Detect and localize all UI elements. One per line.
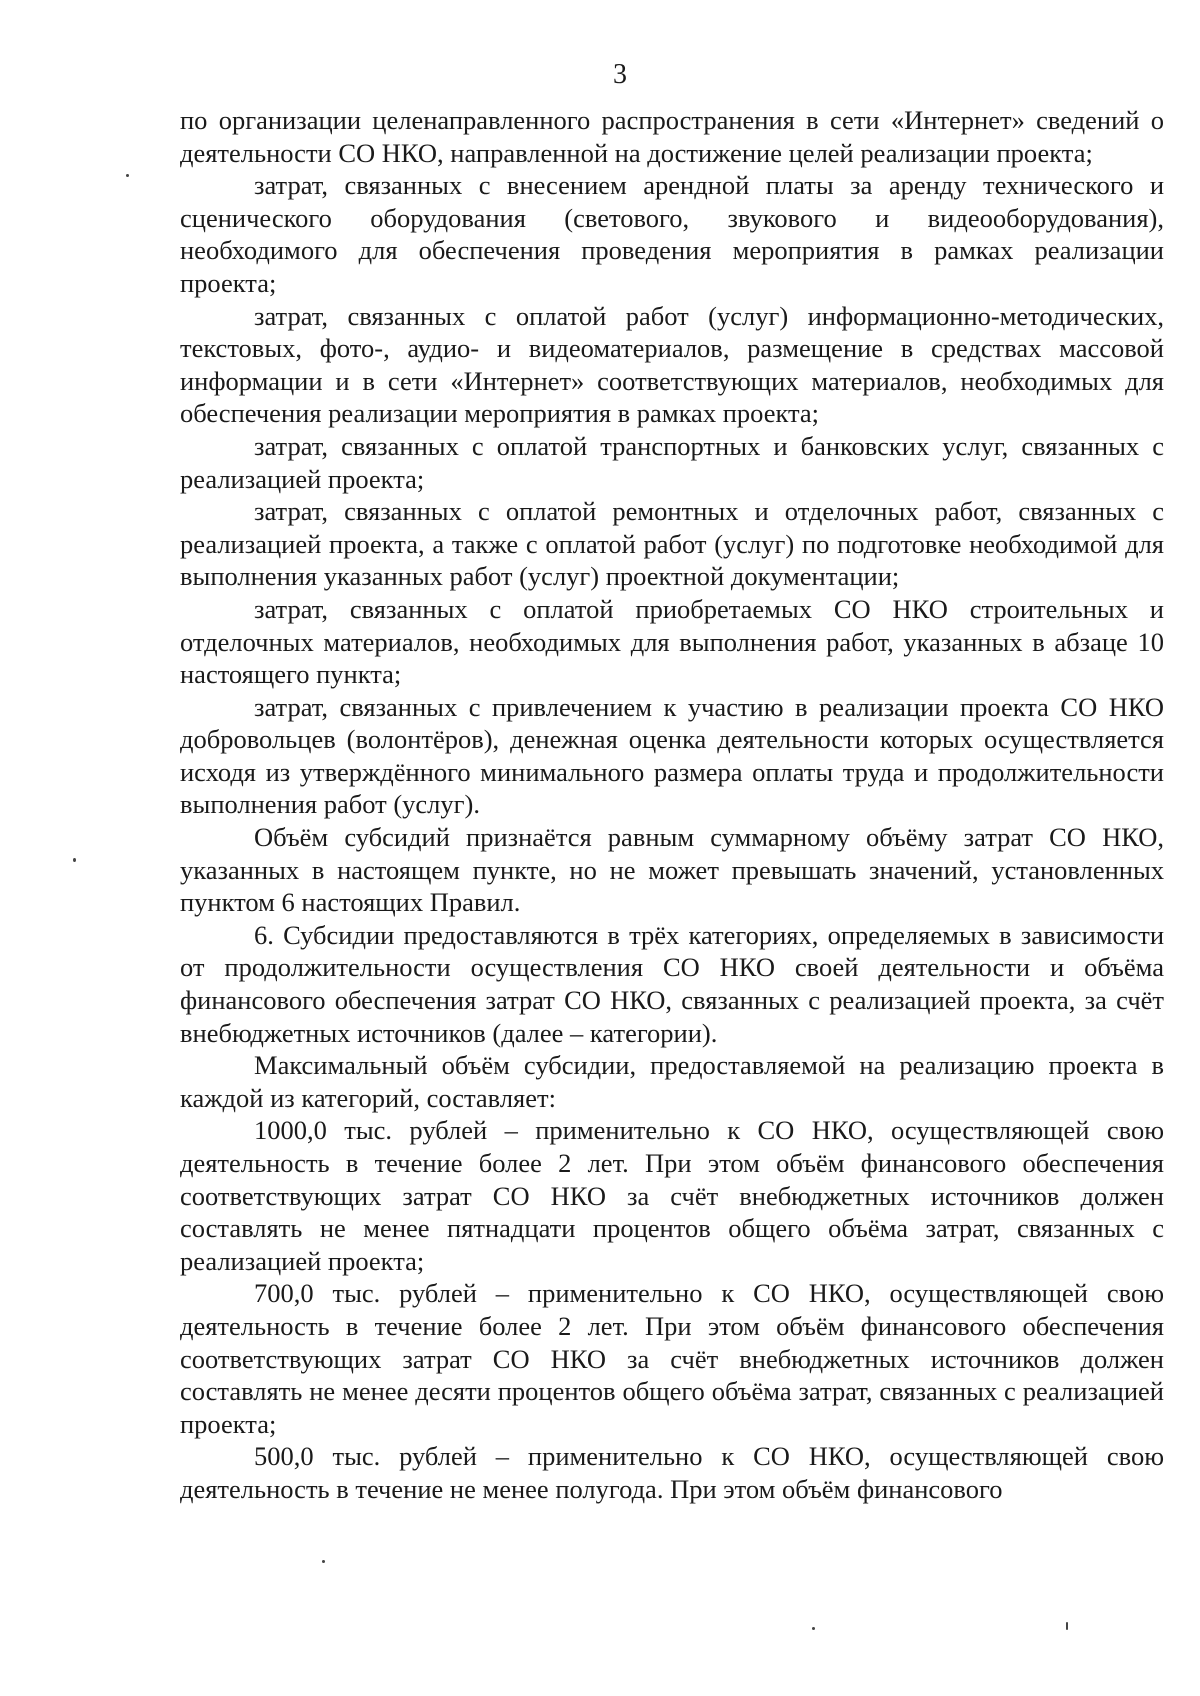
paragraph: затрат, связанных с привлечением к участию в реализации проекта СО НКО добровольцев (волонтёров), денежная оценка деятельности которых осуществляется исходя из утверждённого минимального размера оплаты труда и продолжительности выполнения работ (услуг).	[180, 691, 1164, 820]
scan-speck	[126, 174, 129, 177]
scan-speck	[1066, 1622, 1068, 1630]
paragraph: Объём субсидий признаётся равным суммарному объёму затрат СО НКО, указанных в настоящем пункте, но не может превышать значений, установленных пунктом 6 настоящих Правил.	[180, 822, 1164, 918]
paragraph: 500,0 тыс. рублей – применительно к СО НКО, осуществляющей свою деятельность в течение не менее полугода. При этом объём финансового	[180, 1441, 1164, 1504]
paragraph: 1000,0 тыс. рублей – применительно к СО НКО, осуществляющей свою деятельность в течение более 2 лет. При этом объём финансового обеспечения соответствующих затрат СО НКО за счёт внебюджетных источников должен составлять не менее пятнадцати процентов общего объёма затрат, связанных с реализацией проекта;	[180, 1115, 1164, 1276]
scan-speck	[322, 1560, 325, 1563]
paragraph: Максимальный объём субсидии, предоставляемой на реализацию проекта в каждой из категорий, составляет:	[180, 1050, 1164, 1113]
paragraph: 700,0 тыс. рублей – применительно к СО НКО, осуществляющей свою деятельность в течение более 2 лет. При этом объём финансового обеспечения соответствующих затрат СО НКО за счёт внебюджетных источников должен составлять не менее десяти процентов общего объёма затрат, связанных с реализацией проекта;	[180, 1278, 1164, 1439]
page-number: 3	[613, 59, 627, 90]
paragraph: затрат, связанных с внесением арендной платы за аренду технического и сценического оборудования (светового, звукового и видеооборудования), необходимого для обеспечения проведения мероприятия в рамках реализации проекта;	[180, 170, 1164, 298]
paragraph: 6. Субсидии предоставляются в трёх категориях, определяемых в зависимости от продолжительности осуществления СО НКО своей деятельности и объёма финансового обеспечения затрат СО НКО, связанных с реализацией проекта, за счёт внебюджетных источников (далее – категории).	[180, 919, 1164, 1048]
paragraph: затрат, связанных с оплатой транспортных и банковских услуг, связанных с реализацией проекта;	[180, 430, 1164, 494]
paragraph: затрат, связанных с оплатой ремонтных и отделочных работ, связанных с реализацией проекта, а также с оплатой работ (услуг) по подготовке необходимой для выполнения указанных работ (услуг) проектной документации;	[180, 496, 1164, 592]
document-body	[180, 104, 1164, 1506]
paragraph: затрат, связанных с оплатой приобретаемых СО НКО строительных и отделочных материалов, необходимых для выполнения работ, указанных в абзаце 10 настоящего пункта;	[180, 593, 1164, 690]
paragraph: по организации целенаправленного распространения в сети «Интернет» сведений о деятельности СО НКО, направленной на достижение целей реализации проекта;	[180, 105, 1164, 168]
scan-speck	[73, 858, 76, 862]
scan-speck	[812, 1627, 815, 1630]
paragraph: затрат, связанных с оплатой работ (услуг) информационно-методических, текстовых, фото-, аудио- и видеоматериалов, размещение в средствах массовой информации и в сети «Интернет» соответствующих материалов, необходимых для обеспечения реализации мероприятия в рамках проекта;	[180, 300, 1164, 429]
